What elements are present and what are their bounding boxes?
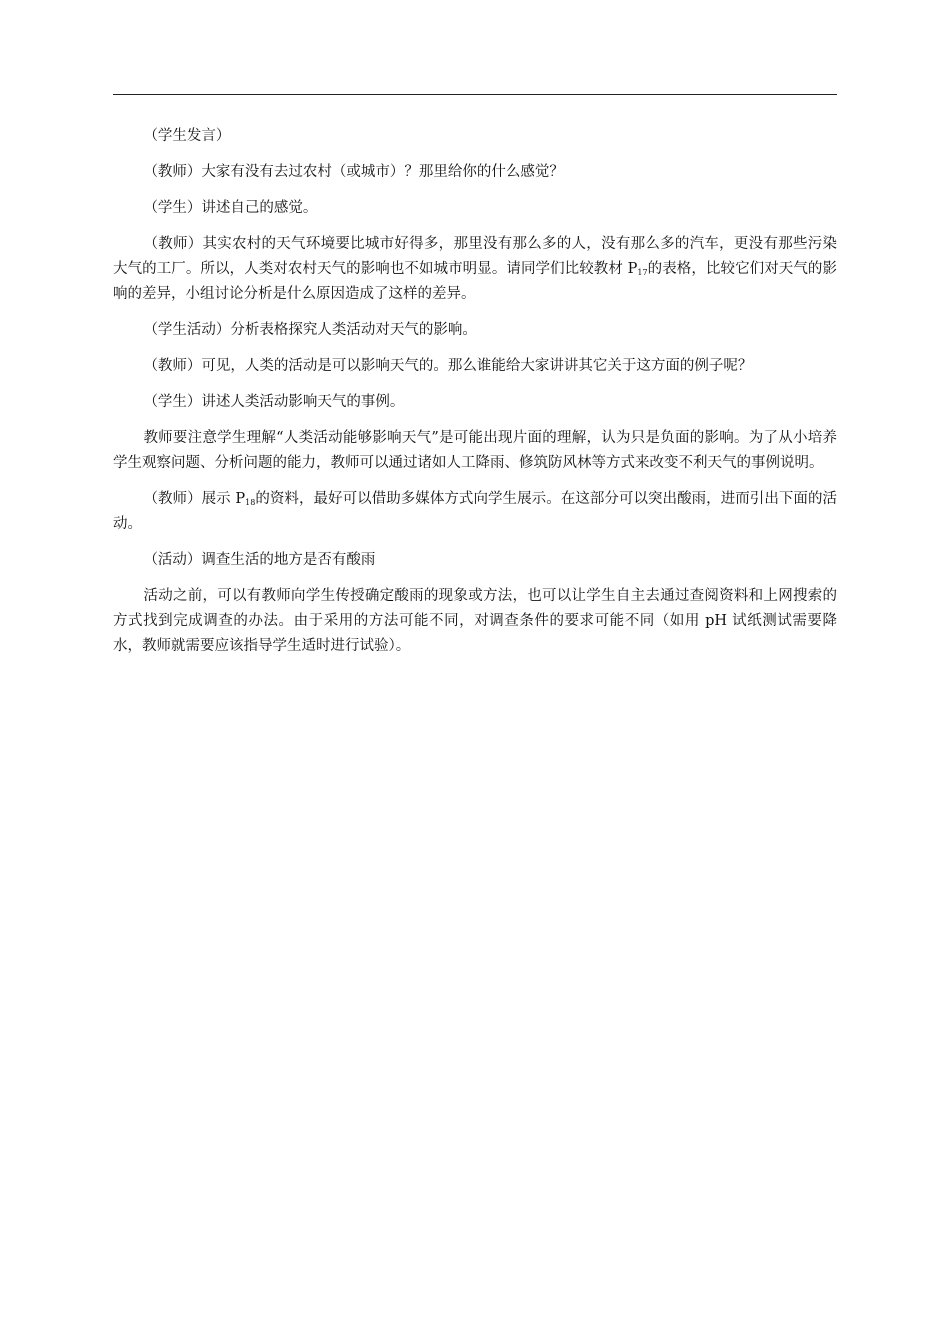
paragraph-teacher-question: （教师）大家有没有去过农村（或城市）？那里给你的什么感觉？ [143,164,564,180]
paragraph-teacher-comparison [113,232,837,307]
paragraph-text: （教师）其实农村的天气环境要比城市好得多，那里没有那么多的人，没有那么多的汽车，更没有那些污染大气的工厂。所以，人类对农村天气的影响也不如城市明显。请同学们比较教材 P [113,236,837,277]
paragraph-text: 的资料，最好可以借助多媒体方式向学生展示。在这部分可以突出酸雨，进而引出下面的活动。 [113,491,837,532]
document-body [113,124,837,670]
header-rule [113,94,837,95]
paragraph-student-examples: （学生）讲述人类活动影响天气的事例。 [143,394,405,410]
paragraph-teacher-note: 教师要注意学生理解“人类活动能够影响天气”是可能出现片面的理解，认为只是负面的影响。为了从小培养学生观察问题、分析问题的能力，教师可以通过诸如人工降雨、修筑防风林等方式来改变不利天气的事例说明。 [113,430,837,471]
paragraph-text: 的表格，比较它们对天气的影响的差异，小组讨论分析是什么原因造成了这样的差异。 [113,261,837,302]
paragraph-student-feeling: （学生）讲述自己的感觉。 [143,200,318,216]
page-subscript: 17 [637,268,648,277]
page-subscript: 18 [245,498,256,507]
paragraph-activity-title: （活动）调查生活的地方是否有酸雨 [143,552,376,568]
paragraph-student-speech: （学生发言） [143,128,231,144]
paragraph-activity-guide: 活动之前，可以有教师向学生传授确定酸雨的现象或方法，也可以让学生自主去通过查阅资料和上网搜索的方式找到完成调查的办法。由于采用的方法可能不同，对调查条件的要求可能不同（如用 pH 试纸测试需要降水，教师就需要应该指导学生适时进行试验）。 [113,588,837,654]
paragraph-text: （教师）展示 P [143,491,246,507]
paragraph-teacher-display [113,487,837,537]
paragraph-student-activity: （学生活动）分析表格探究人类活动对天气的影响。 [143,322,477,338]
paragraph-teacher-examples: （教师）可见，人类的活动是可以影响天气的。那么谁能给大家讲讲其它关于这方面的例子呢？ [143,358,753,374]
